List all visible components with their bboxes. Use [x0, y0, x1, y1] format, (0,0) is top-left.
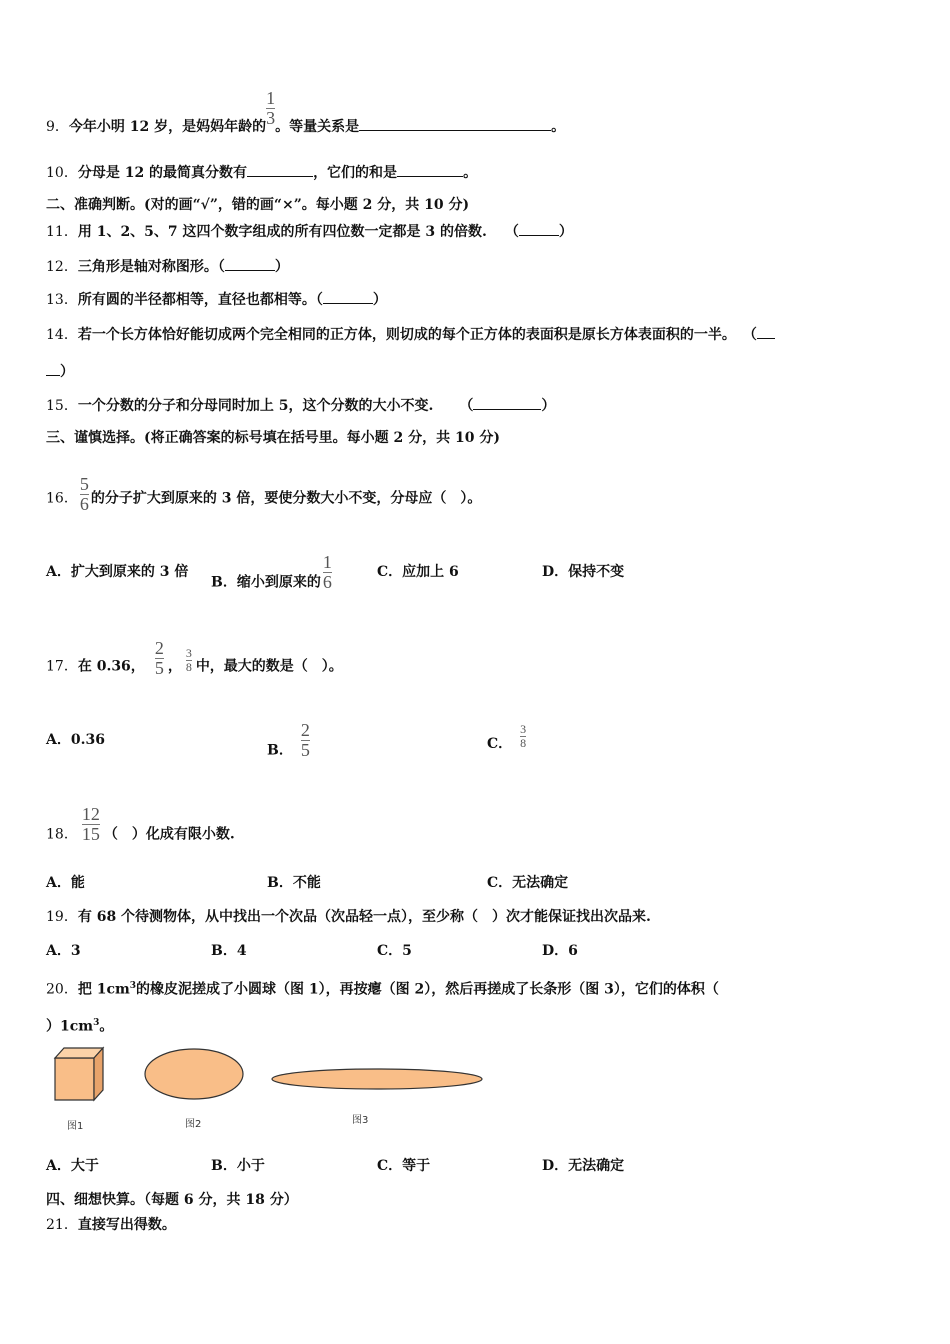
q14-answer-blank[interactable] [757, 324, 775, 339]
question-12: 12．三角形是轴对称图形。（ ） [46, 256, 289, 276]
q10-number: 10． [46, 165, 78, 181]
cube-figure [55, 1048, 103, 1100]
q20-figures [50, 1044, 490, 1106]
q16-option-d[interactable]: D．保持不变 [542, 564, 625, 580]
q20-option-b[interactable]: B．小于 [211, 1158, 265, 1174]
question-14-cont: ） [46, 361, 74, 381]
q16-option-c[interactable]: C．应加上 6 [377, 564, 459, 580]
q17-option-b[interactable]: B． $\frac{2}{5}$ [267, 720, 310, 760]
q9-text-b: 。等量关系是 [275, 119, 360, 135]
q20-option-c[interactable]: C．等于 [377, 1158, 431, 1174]
q11-answer-blank[interactable] [519, 221, 559, 236]
q9-number: 9． [46, 119, 69, 135]
q17-fraction-1: $\frac{2}{5}$ [154, 638, 164, 678]
fig2-label: 图2 [185, 1119, 202, 1130]
q10-blank-sum[interactable] [397, 162, 463, 177]
q18-fraction: $\frac{12}{15}$ [81, 804, 100, 844]
flattened-ball-figure [145, 1049, 243, 1099]
section-2-heading: 二、准确判断。(对的画“√”，错的画“×”。每小题 2 分，共 10 分) [46, 197, 470, 213]
question-16: 16． $\frac{5}{6}$ 的分子扩大到原来的 3 倍，要使分数大小不变，分母应（ ）。 [46, 474, 482, 514]
q16-option-a[interactable]: A．扩大到原来的 3 倍 [46, 564, 189, 580]
q19-option-d[interactable]: D．6 [542, 943, 578, 959]
question-13: 13．所有圆的半径都相等，直径也都相等。（ ） [46, 289, 387, 309]
q19-option-a[interactable]: A．3 [46, 943, 81, 959]
q16-option-b[interactable]: B．缩小到原来的 $\frac{1}{6}$ [211, 552, 332, 592]
q18-option-c[interactable]: C．无法确定 [487, 875, 569, 891]
q15-answer-blank[interactable] [473, 395, 541, 410]
question-18: 18． $\frac{12}{15}$ （ ）化成有限小数. [46, 804, 235, 844]
question-17: 17．在 0.36， $\frac{2}{5}$ ， $\frac{3}{8}$ 中，最大的数是（ ）。 [46, 638, 343, 678]
q19-option-c[interactable]: C．5 [377, 943, 412, 959]
question-15: 15．一个分数的分子和分母同时加上 5，这个分数的大小不变. （ ） [46, 395, 555, 415]
fig1-label: 图1 [67, 1121, 84, 1132]
q17-fraction-2: $\frac{3}{8}$ [185, 646, 192, 674]
q10-blank-fractions[interactable] [247, 162, 313, 177]
question-20-cont: ）$1cm^3$。 [46, 1018, 114, 1035]
q17-option-a[interactable]: A．0.36 [46, 732, 105, 748]
q19-option-b[interactable]: B．4 [211, 943, 247, 959]
q9-answer-blank[interactable] [359, 116, 551, 131]
q14-answer-blank-cont[interactable] [46, 361, 60, 376]
q20-option-a[interactable]: A．大于 [46, 1158, 99, 1174]
question-14: 14．若一个长方体恰好能切成两个完全相同的正方体，则切成的每个正方体的表面积是原长方体表面积的一半。 （ [46, 324, 775, 344]
q17-b-fraction: $\frac{2}{5}$ [300, 720, 310, 760]
question-11: 11．用 1、2、5、7 这四个数字组成的所有四位数一定都是 3 的倍数. （ ） [46, 221, 573, 241]
q12-answer-blank[interactable] [225, 256, 275, 271]
q20-option-d[interactable]: D．无法确定 [542, 1158, 625, 1174]
question-9: 9．今年小明 12 岁，是妈妈年龄的 $\frac{1}{3}$ 。等量关系是 。 [46, 87, 566, 135]
question-10: 10．分母是 12 的最简真分数有 ，它们的和是 。 [46, 162, 477, 182]
question-19: 19．有 68 个待测物体，从中找出一个次品（次品轻一点），至少称（ ）次才能保证找出次品来. [46, 909, 651, 925]
q13-answer-blank[interactable] [323, 289, 373, 304]
q17-option-c[interactable]: C． $\frac{3}{8}$ [487, 722, 527, 753]
question-20: 20．把 $1cm^3$的橡皮泥搓成了小圆球（图 1），再按瘪（图 2），然后再搓成了长条形（图 3），它们的体积（ [46, 981, 719, 998]
long-strip-figure [272, 1069, 482, 1089]
q17-c-fraction: $\frac{3}{8}$ [520, 722, 527, 750]
question-21: 21．直接写出得数。 [46, 1217, 176, 1233]
fig3-label: 图3 [352, 1115, 369, 1126]
section-4-heading: 四、细想快算。（每题 6 分，共 18 分） [46, 1192, 298, 1208]
q16-fraction: $\frac{5}{6}$ [79, 474, 89, 514]
q9-fraction: $\frac{1}{3}$ [266, 87, 276, 128]
q18-option-a[interactable]: A．能 [46, 875, 85, 891]
q18-option-b[interactable]: B．不能 [267, 875, 321, 891]
q16-b-fraction: $\frac{1}{6}$ [322, 552, 332, 592]
section-3-heading: 三、谨慎选择。(将正确答案的标号填在括号里。每小题 2 分，共 10 分) [46, 430, 500, 446]
q9-text: 今年小明 12 岁，是妈妈年龄的 [68, 119, 267, 135]
